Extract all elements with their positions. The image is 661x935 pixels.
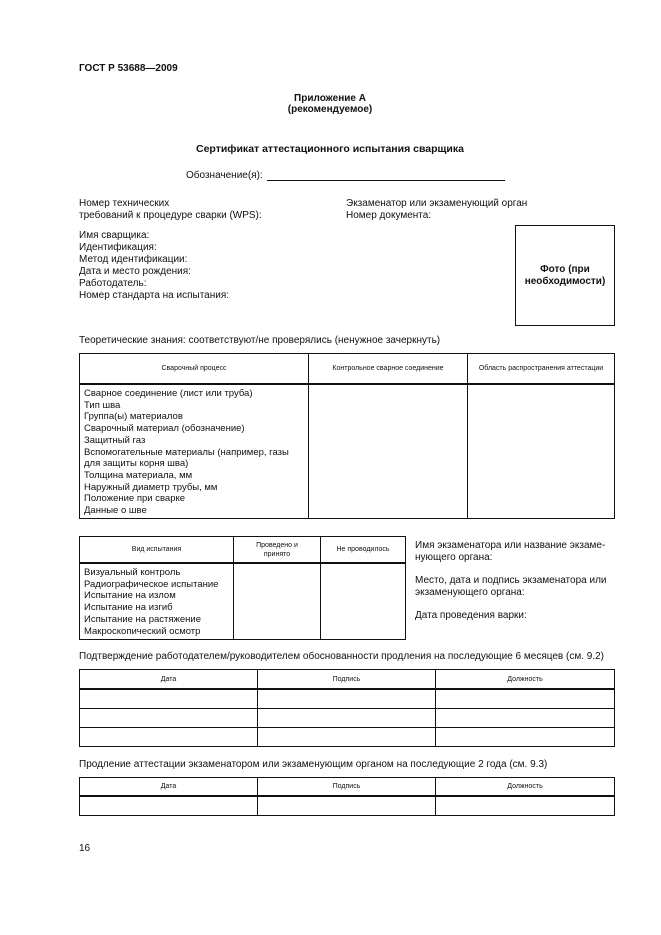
certificate-title: Сертификат аттестационного испытания сварщика [196, 143, 464, 155]
header-qualification-range: Область распространения аттестации [468, 354, 615, 385]
confirm-cell [436, 689, 615, 709]
performed-cell [234, 563, 321, 640]
confirm-cell [80, 728, 258, 747]
param-pipe-diameter: Наружный диаметр трубы, мм [84, 481, 218, 493]
header-performed-accepted: Проведено и принято [234, 537, 321, 564]
extension-header-position: Должность [436, 778, 615, 797]
examiner-name-line2: нующего органа: [415, 552, 493, 563]
document-number-label: Номер документа: [346, 210, 432, 221]
confirm-cell [436, 709, 615, 728]
confirm-cell [258, 709, 436, 728]
test-joint-cell [309, 384, 468, 519]
standard-number: ГОСТ Р 53688—2009 [79, 63, 178, 74]
confirm-header-position: Должность [436, 670, 615, 690]
header-welding-process: Сварочный процесс [80, 354, 309, 385]
param-welding-position: Положение при сварке [84, 493, 186, 505]
photo-label-line2: необходимости) [524, 275, 606, 287]
field-welder-name: Имя сварщика: [79, 230, 150, 241]
param-weld-type: Тип шва [84, 399, 121, 411]
confirm-cell [258, 689, 436, 709]
process-parameters-cell [80, 384, 309, 519]
header-test-type: Вид испытания [80, 537, 234, 564]
test-radiographic: Радиографическое испытание [84, 578, 219, 590]
confirm-cell [80, 689, 258, 709]
header-test-joint: Контрольное сварное соединение [309, 354, 468, 385]
extension-table [79, 777, 615, 816]
param-joint-type: Сварное соединение (лист или труба) [84, 388, 253, 399]
designation-label: Обозначение(я): [186, 170, 263, 181]
field-identification: Идентификация: [79, 242, 157, 253]
welder-info-fields [79, 230, 229, 302]
param-auxiliary-materials: Вспомогательные материалы (например, газы [84, 446, 289, 458]
appendix-subtitle: (рекомендуемое) [287, 104, 373, 115]
examiner-place-line1: Место, дата и подпись экзаменатора или [415, 575, 607, 586]
param-shielding-gas: Защитный газ [84, 434, 146, 446]
employer-confirmation-text: Подтверждение работодателем/руководителем обоснованности продления на последующие 6 месяцев (см. 9.2) [79, 651, 604, 662]
field-identification-method: Метод идентификации: [79, 254, 188, 265]
designation-line [267, 180, 505, 181]
confirm-header-date: Дата [80, 670, 258, 690]
param-filler-material: Сварочный материал (обозначение) [84, 423, 245, 435]
extension-cell [80, 796, 258, 816]
test-tensile: Испытание на растяжение [84, 613, 202, 625]
confirm-cell [258, 728, 436, 747]
photo-box [515, 225, 615, 326]
confirm-cell [80, 709, 258, 728]
param-auxiliary-materials-cont: для защиты корня шва) [84, 458, 189, 470]
not-performed-cell [321, 563, 406, 640]
extension-cell [258, 796, 436, 816]
param-material-thickness: Толщина материала, мм [84, 469, 193, 481]
extension-header-signature: Подпись [258, 778, 436, 797]
appendix-title: Приложение А [294, 93, 366, 104]
examiner-place-line2: экзаменующего органа: [415, 587, 525, 598]
photo-label-line1: Фото (при [540, 263, 590, 275]
header-not-performed: Не проводилось [321, 537, 406, 564]
page-number: 16 [79, 843, 91, 854]
welding-process-table [79, 353, 615, 519]
examiner-label: Экзаменатор или экзаменующий орган [346, 198, 528, 209]
test-type-table [79, 536, 406, 640]
confirm-header-signature: Подпись [258, 670, 436, 690]
welding-date-label: Дата проведения варки: [415, 610, 527, 621]
theory-knowledge-text: Теоретические знания: соответствуют/не проверялись (ненужное зачеркнуть) [79, 335, 441, 346]
test-bend: Испытание на изгиб [84, 602, 173, 614]
field-employer: Работодатель: [79, 278, 147, 289]
extension-cell [436, 796, 615, 816]
field-birth-date-place: Дата и место рождения: [79, 266, 191, 277]
examiner-name-line1: Имя экзаменатора или название экзаме- [415, 540, 606, 551]
test-macroscopic: Макроскопический осмотр [84, 625, 201, 637]
param-weld-details: Данные о шве [84, 505, 147, 517]
test-types-cell [80, 563, 234, 640]
test-visual: Визуальный контроль [84, 567, 181, 578]
wps-label-line1: Номер технических [79, 198, 170, 209]
field-test-standard: Номер стандарта на испытания: [79, 290, 230, 301]
employer-confirmation-table [79, 669, 615, 747]
examiner-info [415, 540, 607, 622]
confirm-cell [436, 728, 615, 747]
extension-text: Продление аттестации экзаменатором или экзаменующим органом на последующие 2 года (см. 9.3) [79, 759, 548, 770]
wps-label-line2: требований к процедуре сварки (WPS): [79, 210, 262, 221]
test-fracture: Испытание на излом [84, 590, 176, 602]
param-material-group: Группа(ы) материалов [84, 411, 183, 423]
extension-header-date: Дата [80, 778, 258, 797]
qualification-range-cell [468, 384, 615, 519]
